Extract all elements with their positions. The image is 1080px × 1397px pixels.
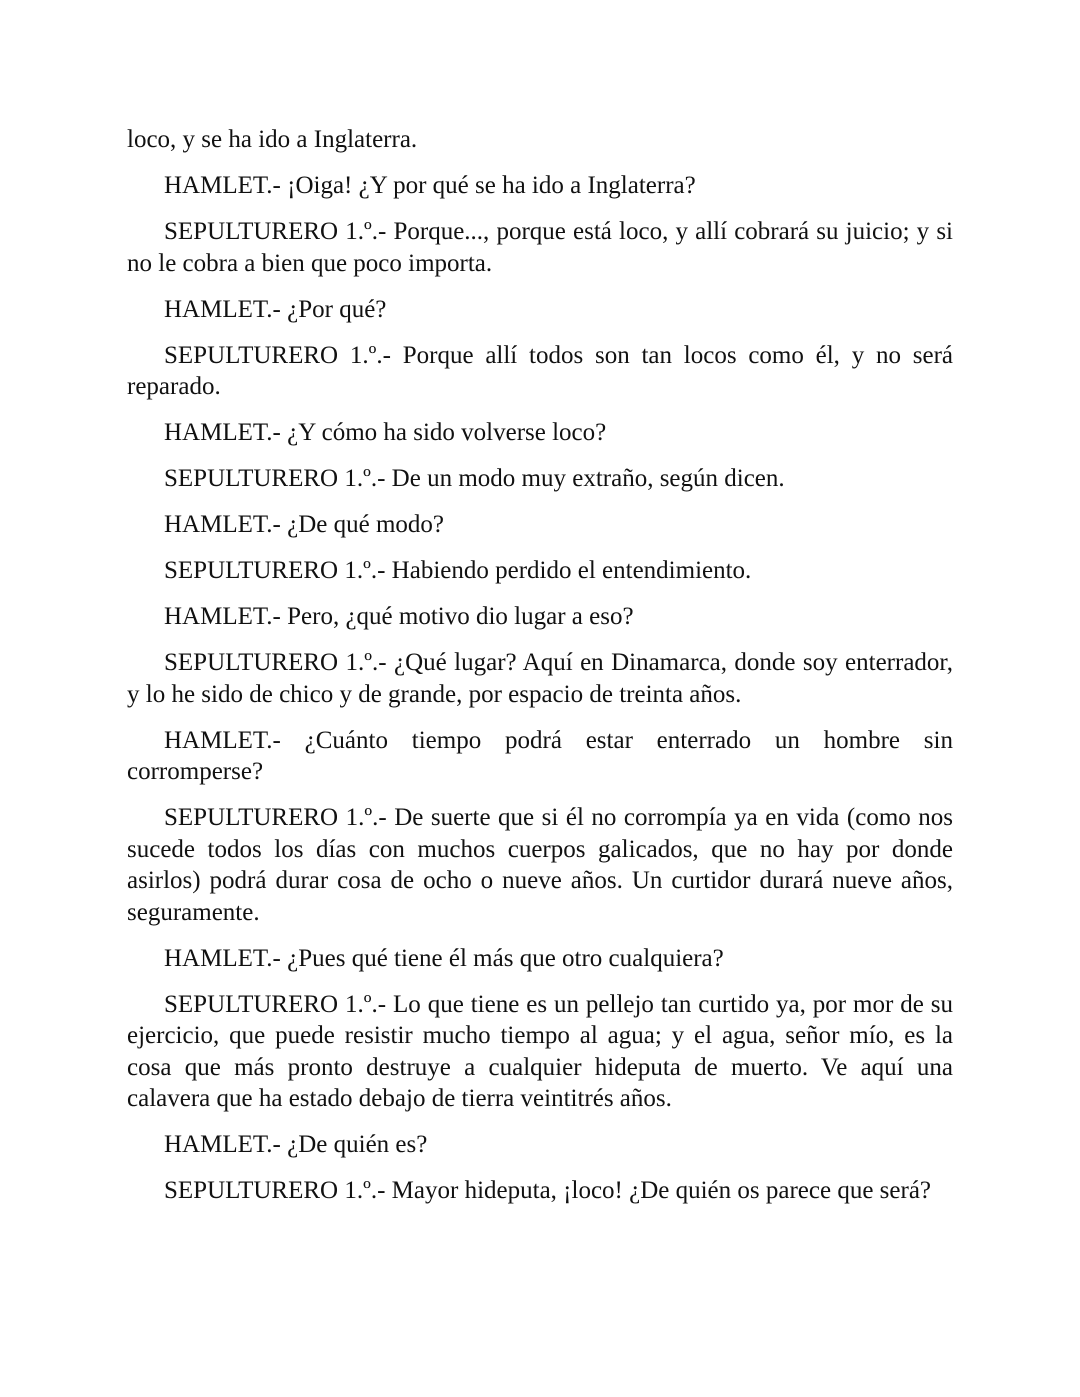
dialogue-paragraph: SEPULTURERO 1.º.- Lo que tiene es un pellejo tan curtido ya, por mor de su ejercicio, que puede resistir mucho tiempo al agua; y el agua, señor mío, es la cosa que más pronto destruye a cualquier hideputa de muerto. Ve aquí una calavera que ha estado debajo de tierra veintitrés años. bbox=[127, 990, 953, 1112]
dialogue-paragraph: HAMLET.- ¿Pues qué tiene él más que otro cualquiera? bbox=[164, 944, 724, 972]
dialogue-paragraph: SEPULTURERO 1.º.- De suerte que si él no corrompía ya en vida (como nos sucede todos los días con muchos cuerpos galicados, que no hay por donde asirlos) podrá durar cosa de ocho o nueve años. Un curtidor durará nueve años, seguramente. bbox=[127, 804, 953, 926]
dialogue-paragraph: SEPULTURERO 1.º.- De un modo muy extraño, según dicen. bbox=[164, 465, 785, 492]
dialogue-paragraph: HAMLET.- ¿De quién es? bbox=[164, 1131, 428, 1158]
document-page bbox=[127, 124, 953, 1221]
dialogue-paragraph: SEPULTURERO 1.º.- Mayor hideputa, ¡loco! ¿De quién os parece que será? bbox=[164, 1177, 932, 1204]
dialogue-paragraph: HAMLET.- ¿Y cómo ha sido volverse loco? bbox=[164, 419, 607, 446]
dialogue-paragraph: HAMLET.- Pero, ¿qué motivo dio lugar a eso? bbox=[164, 603, 634, 630]
dialogue-paragraph: SEPULTURERO 1.º.- Porque..., porque está loco, y allí cobrará su juicio; y si no le cobra a bien que poco importa. bbox=[127, 218, 953, 277]
dialogue-paragraph: SEPULTURERO 1.º.- ¿Qué lugar? Aquí en Dinamarca, donde soy enterrador, y lo he sido de chico y de grande, por espacio de treinta años. bbox=[127, 649, 953, 708]
dialogue-paragraph: HAMLET.- ¿Cuánto tiempo podrá estar enterrado un hombre sin corromperse? bbox=[127, 726, 953, 785]
continued-paragraph: loco, y se ha ido a Inglaterra. bbox=[127, 126, 418, 153]
dialogue-paragraph: SEPULTURERO 1.º.- Porque allí todos son tan locos como él, y no será reparado. bbox=[127, 341, 953, 400]
dialogue-paragraph: HAMLET.- ¿Por qué? bbox=[164, 295, 387, 323]
dialogue-paragraph: HAMLET.- ¿De qué modo? bbox=[164, 511, 445, 538]
dialogue-paragraph: HAMLET.- ¡Oiga! ¿Y por qué se ha ido a Inglaterra? bbox=[164, 172, 696, 199]
dialogue-paragraph: SEPULTURERO 1.º.- Habiendo perdido el entendimiento. bbox=[164, 557, 752, 584]
